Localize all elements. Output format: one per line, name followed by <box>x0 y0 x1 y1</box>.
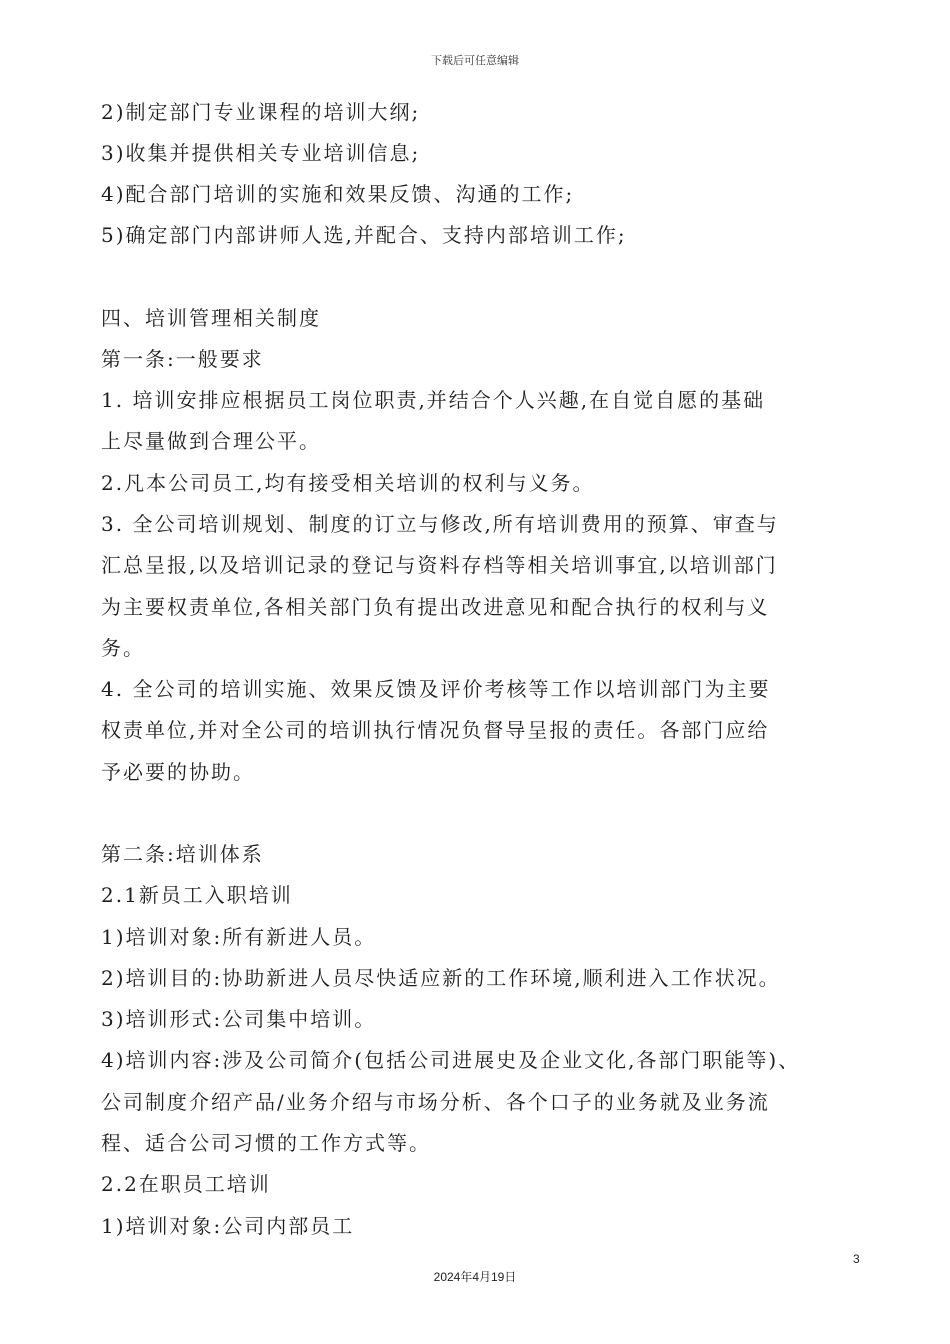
text-line: 3)收集并提供相关专业培训信息; <box>101 141 421 165</box>
text-line: 1)培训对象:公司内部员工 <box>101 1214 355 1238</box>
page-number: 3 <box>853 1252 860 1266</box>
subsection-heading: 2.2在职员工培训 <box>101 1172 271 1196</box>
text-line: 4)培训内容:涉及公司简介(包括公司进展史及企业文化,各部门职能等)、 <box>101 1048 801 1072</box>
text-line: 2)培训目的:协助新进人员尽快适应新的工作环境,顺利进入工作状况。 <box>101 966 781 990</box>
footer-date: 2024年4月19日 <box>433 1270 517 1284</box>
section-heading: 四、培训管理相关制度 <box>101 306 321 330</box>
text-line: 予必要的协助。 <box>101 760 255 784</box>
text-line: 1)培训对象:所有新进人员。 <box>101 925 377 949</box>
text-line: 程、适合公司习惯的工作方式等。 <box>101 1131 431 1155</box>
text-line: 权责单位,并对全公司的培训执行情况负督导呈报的责任。各部门应给 <box>101 718 770 742</box>
text-line: 3. 全公司培训规划、制度的订立与修改,所有培训费用的预算、审查与 <box>101 512 779 536</box>
page-header: 下载后可任意编辑 <box>431 54 519 67</box>
text-line: 公司制度介绍产品/业务介绍与市场分析、各个口子的业务就及业务流 <box>101 1090 770 1114</box>
text-line: 4. 全公司的培训实施、效果反馈及评价考核等工作以培训部门为主要 <box>101 677 771 701</box>
article-heading: 第一条:一般要求 <box>101 347 264 371</box>
text-line: 上尽量做到合理公平。 <box>101 429 321 453</box>
text-line: 5)确定部门内部讲师人选,并配合、支持内部培训工作; <box>101 223 627 247</box>
text-line: 1. 培训安排应根据员工岗位职责,并结合个人兴趣,在自觉自愿的基础 <box>101 388 766 412</box>
article-heading: 第二条:培训体系 <box>101 842 264 866</box>
text-line: 汇总呈报,以及培训记录的登记与资料存档等相关培训事宜,以培训部门 <box>101 553 778 577</box>
text-line: 4)配合部门培训的实施和效果反馈、沟通的工作; <box>101 182 575 206</box>
text-line: 2)制定部门专业课程的培训大纲; <box>101 100 421 124</box>
text-line: 3)培训形式:公司集中培训。 <box>101 1007 377 1031</box>
text-line: 为主要权责单位,各相关部门负有提出改进意见和配合执行的权利与义 <box>101 595 770 619</box>
text-line: 务。 <box>101 636 145 660</box>
text-line: 2.凡本公司员工,均有接受相关培训的权利与义务。 <box>101 471 595 495</box>
subsection-heading: 2.1新员工入职培训 <box>101 883 293 907</box>
